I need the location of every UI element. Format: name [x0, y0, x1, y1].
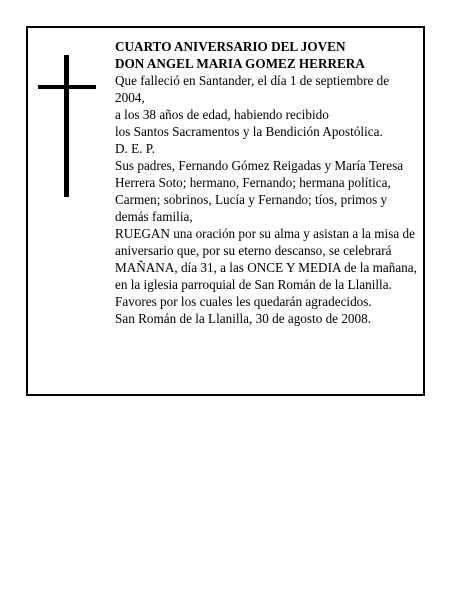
day-word: MAÑANA [115, 260, 175, 275]
obituary-text [115, 38, 419, 327]
mass-paragraph [115, 225, 419, 310]
age-line: a los 38 años de edad, habiendo recibido [115, 107, 329, 122]
heading-line-2: DON ANGEL MARIA GOMEZ HERRERA [115, 56, 365, 71]
request-lead: RUEGAN [115, 226, 170, 241]
cross-horizontal-bar [38, 85, 96, 89]
family-paragraph: Sus padres, Fernando Gómez Reigadas y María Teresa Herrera Soto; hermano, Fernando; hermana política, Carmen; sobrinos, Lucía y Fernando; tíos, primos y demás familia, [115, 158, 404, 224]
heading-line-1: CUARTO ANIVERSARIO DEL JOVEN [115, 39, 346, 54]
request-text: una oración por su alma y asistan a la misa de aniversario que, por su eterno descanso, se celebrará [115, 226, 415, 258]
time-word: ONCE Y MEDIA [247, 260, 341, 275]
date-text: , día 31, a las [174, 260, 248, 275]
death-notice: Que falleció en Santander, el día 1 de septiembre de 2004, [115, 73, 390, 105]
sacraments-line: los Santos Sacramentos y la Bendición Apostólica. [115, 124, 383, 139]
cross-vertical-bar [64, 55, 69, 197]
rip-line: D. E. P. [115, 141, 155, 156]
signoff-line: San Román de la Llanilla, 30 de agosto de 2008. [115, 311, 372, 326]
location-text: de la mañana, en la iglesia parroquial de San Román de la Llanilla. Favores por los cuales les quedarán agradecidos. [115, 260, 417, 309]
